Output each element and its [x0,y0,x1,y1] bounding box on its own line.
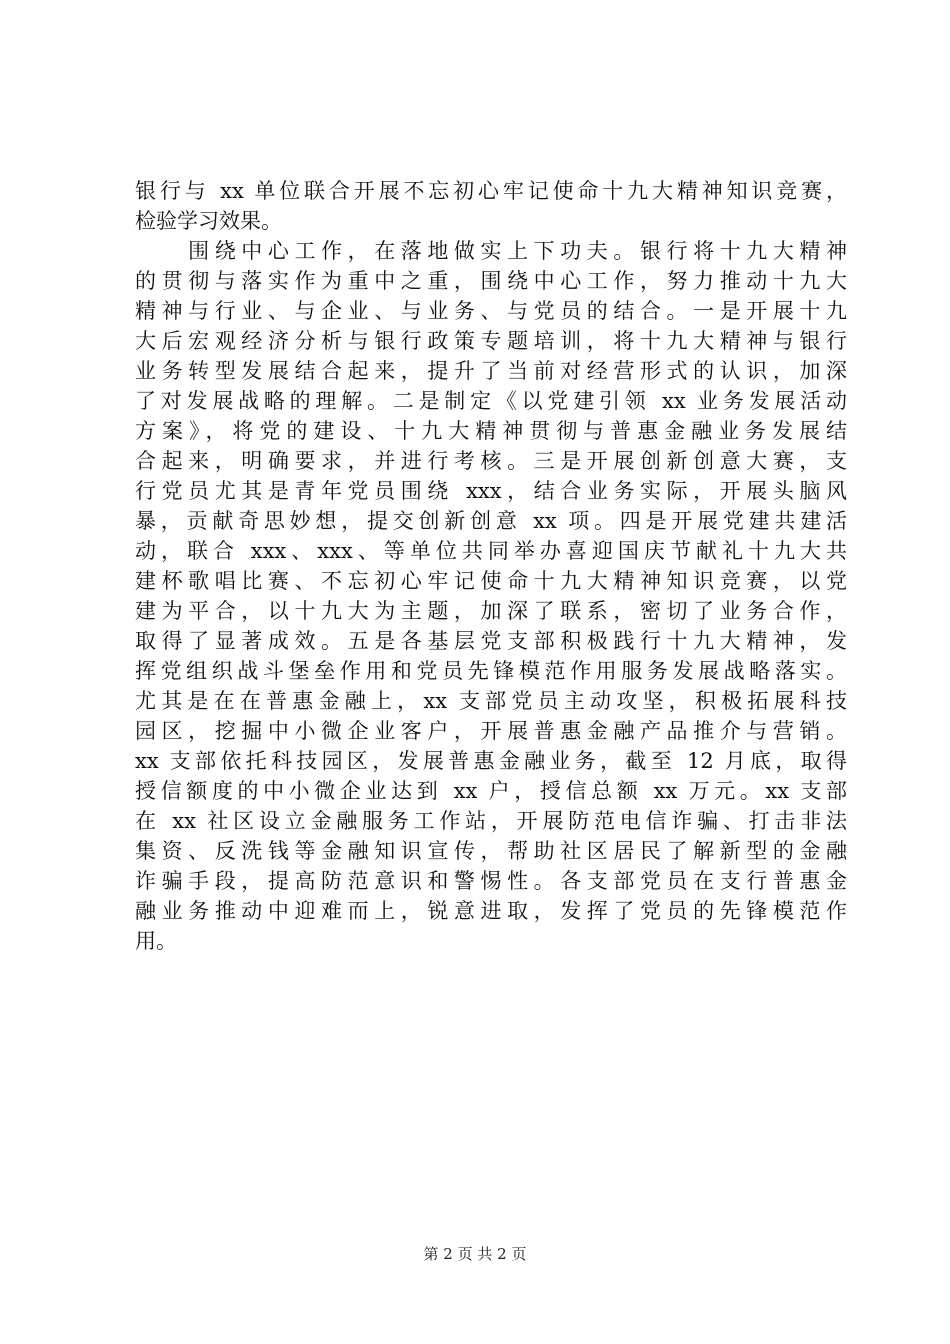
document-body [135,176,847,956]
text-line: 挥党组织战斗堡垒作用和党员先锋模范作用服务发展战略落实。 [135,659,847,683]
text-line: 检验学习效果。 [135,209,282,233]
text-line: 取得了显著成效。五是各基层党支部积极践行十九大精神，发 [135,629,847,653]
text-line: 了对发展战略的理解。二是制定《以党建引领 xx 业务发展活动 [135,389,847,413]
text-line: 的贯彻与落实作为重中之重，围绕中心工作，努力推动十九大 [135,269,847,293]
text-line: 集资、反洗钱等金融知识宣传，帮助社区居民了解新型的金融 [135,839,847,863]
text-line: 融业务推动中迎难而上，锐意进取，发挥了党员的先锋模范作 [135,899,847,923]
text-line: xx 支部依托科技园区，发展普惠金融业务，截至 12 月底，取得 [135,749,847,773]
text-line: 授信额度的中小微企业达到 xx 户，授信总额 xx 万元。xx 支部 [135,779,847,803]
text-line: 行党员尤其是青年党员围绕 xxx，结合业务实际，开展头脑风 [135,479,847,503]
text-line: 合起来，明确要求，并进行考核。三是开展创新创意大赛，支 [135,449,847,473]
text-line: 用。 [135,929,177,953]
text-line: 银行与 xx 单位联合开展不忘初心牢记使命十九大精神知识竞赛， [135,179,847,203]
text-line: 园区，挖掘中小微企业客户，开展普惠金融产品推介与营销。 [135,719,847,743]
text-line: 动，联合 xxx、xxx、等单位共同举办喜迎国庆节献礼十九大共 [135,539,847,563]
text-line: 围绕中心工作，在落地做实上下功夫。银行将十九大精神 [135,239,847,263]
text-line: 大后宏观经济分析与银行政策专题培训，将十九大精神与银行 [135,329,847,353]
text-line: 业务转型发展结合起来，提升了当前对经营形式的认识，加深 [135,359,847,383]
text-line: 暴，贡献奇思妙想，提交创新创意 xx 项。四是开展党建共建活 [135,509,847,533]
text-line: 尤其是在在普惠金融上，xx 支部党员主动攻坚，积极拓展科技 [135,689,847,713]
page-number-footer: 第 2 页 共 2 页 [423,1245,527,1263]
text-line: 建杯歌唱比赛、不忘初心牢记使命十九大精神知识竞赛，以党 [135,569,847,593]
text-line: 诈骗手段，提高防范意识和警惕性。各支部党员在支行普惠金 [135,869,847,893]
text-line: 精神与行业、与企业、与业务、与党员的结合。一是开展十九 [135,299,847,323]
text-line: 建为平合，以十九大为主题，加深了联系，密切了业务合作， [135,599,847,623]
text-line: 在 xx 社区设立金融服务工作站，开展防范电信诈骗、打击非法 [135,809,847,833]
text-line: 方案》，将党的建设、十九大精神贯彻与普惠金融业务发展结 [135,419,847,443]
